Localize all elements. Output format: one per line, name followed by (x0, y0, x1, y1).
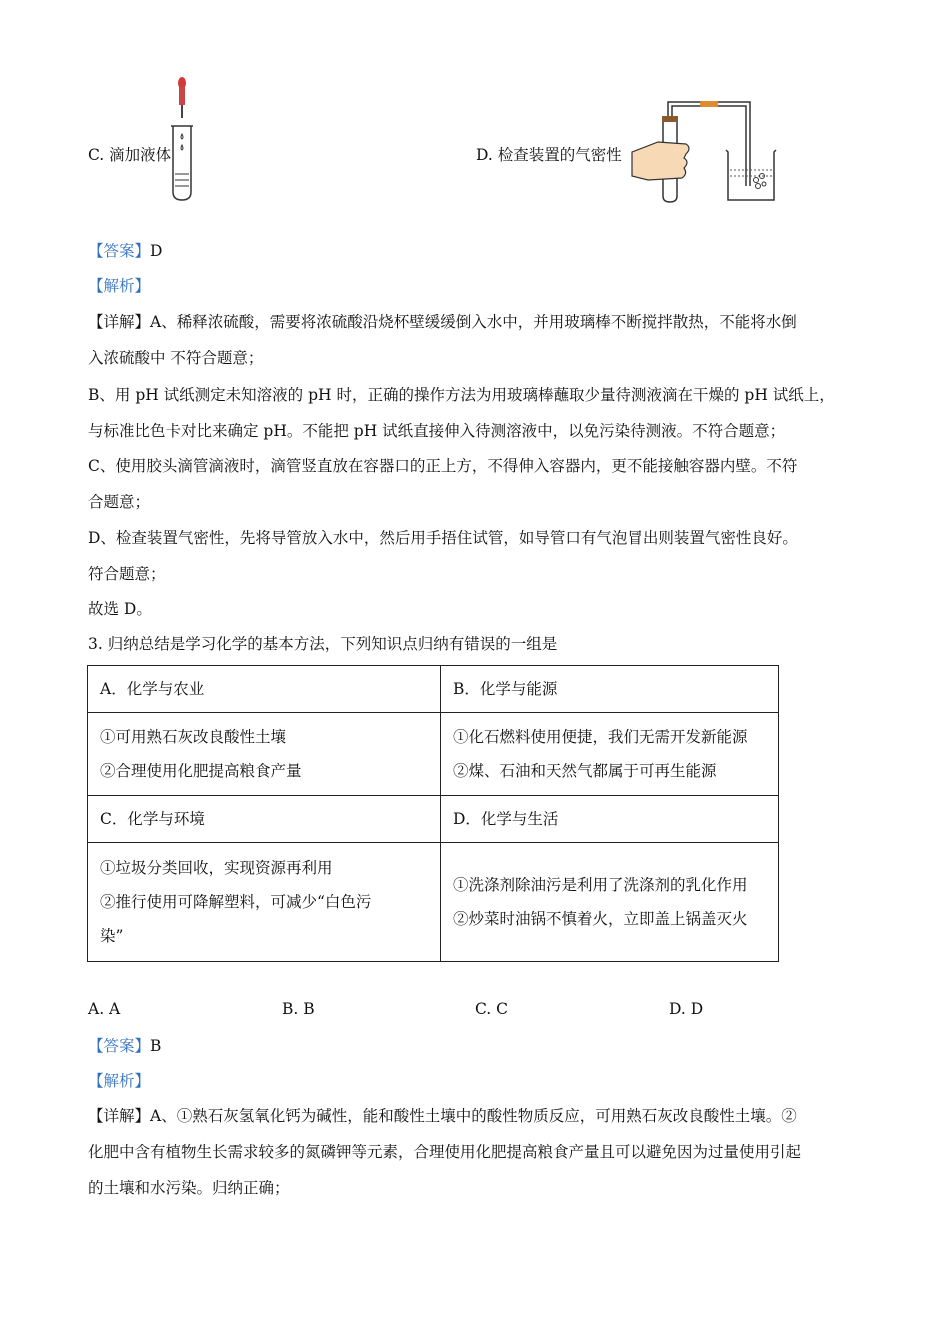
answer-tag: 【答案】 (88, 1037, 151, 1055)
table-cell-a (88, 713, 441, 796)
q2-answer: D (150, 242, 163, 260)
dropper-icon (178, 77, 186, 118)
q2-detail-text: A、稀释浓硫酸，需要将浓硫酸沿烧杯壁缓缓倒入水中，并用玻璃棒不断搅拌散热，不能将水倒 (150, 313, 797, 331)
q2-detail-line-2: 入浓硫酸中 不符合题意； (88, 349, 264, 367)
q2-detail-line-9: 故选 D。 (88, 600, 152, 618)
detail-tag: 【详解】 (88, 313, 151, 331)
analysis-tag: 【解析】 (88, 277, 151, 295)
table-d-item-2: ②炒菜时油锅不慎着火，立即盖上锅盖灭火 (453, 910, 748, 928)
q3-detail-line-2: 化肥中含有植物生长需求较多的氮磷钾等元素，合理使用化肥提高粮食产量且可以避免因为过量使用引起 (88, 1143, 802, 1161)
choice-c[interactable]: C. C (475, 1000, 509, 1018)
table-cell-d (441, 843, 779, 962)
q2-detail-line-6: 合题意； (88, 493, 151, 511)
choice-a[interactable]: A. A (88, 1000, 121, 1018)
q3-stem: 3. 归纳总结是学习化学的基本方法，下列知识点归纳有错误的一组是 (88, 635, 558, 653)
detail-tag: 【详解】 (88, 1107, 151, 1125)
choice-d[interactable]: D. D (669, 1000, 704, 1018)
q3-answer-line (88, 1036, 161, 1056)
q3-choices (88, 1000, 888, 1022)
q2-detail-line-5: C、使用胶头滴管滴液时，滴管竖直放在容器口的正上方，不得伸入容器内，更不能接触容器内壁。不符 (88, 457, 798, 475)
q2-answer-line (88, 241, 162, 261)
table-cell-c (88, 843, 441, 962)
q3-answer: B (150, 1037, 162, 1055)
q3-analysis-line (88, 1071, 150, 1091)
q2-detail-line-3: B、用 pH 试纸测定未知溶液的 pH 时，正确的操作方法为用玻璃棒蘸取少量待测液滴在干燥的 pH 试纸上， (88, 386, 835, 404)
table-head-d: D．化学与生活 (441, 796, 779, 843)
table-b-item-1: ①化石燃料使用便捷，我们无需开发新能源 (453, 728, 748, 746)
q3-detail-line-1 (88, 1106, 797, 1126)
q2-detail-line-1 (88, 312, 797, 332)
table-d-item-1: ①洗涤剂除油污是利用了洗涤剂的乳化作用 (453, 876, 748, 894)
table-head-a: A．化学与农业 (88, 666, 441, 713)
beaker-icon (726, 150, 776, 200)
choice-b[interactable]: B. B (282, 1000, 315, 1018)
q3-detail-line-3: 的土壤和水污染。归纳正确； (88, 1179, 290, 1197)
airtightness-apparatus-illustration (628, 96, 798, 204)
q2-detail-line-7: D、检查装置气密性，先将导管放入水中，然后用手捂住试管，如导管口有气泡冒出则装置气密性良好。 (88, 529, 798, 547)
q2-detail-line-8: 符合题意； (88, 565, 166, 583)
table-c-item-2: ②推行使用可降解塑料，可减少“白色污 (100, 893, 372, 911)
analysis-tag: 【解析】 (88, 1072, 151, 1090)
answer-tag: 【答案】 (88, 242, 151, 260)
table-head-c: C．化学与环境 (88, 796, 441, 843)
table-c-item-1: ①垃圾分类回收，实现资源再利用 (100, 859, 333, 877)
q3-knowledge-table (87, 665, 779, 962)
table-a-item-1: ①可用熟石灰改良酸性土壤 (100, 728, 287, 746)
table-cell-b (441, 713, 779, 796)
q3-detail-text: A、①熟石灰氢氧化钙为碱性，能和酸性土壤中的酸性物质反应，可用熟石灰改良酸性土壤。② (150, 1107, 797, 1125)
table-c-item-2-cont: 染” (100, 927, 124, 945)
q2-analysis-line (88, 276, 150, 296)
dropper-test-tube-illustration (160, 74, 204, 206)
q2-detail-line-4: 与标准比色卡对比来确定 pH。不能把 pH 试纸直接伸入待测溶液中，以免污染待测液。不符合题意； (88, 422, 786, 440)
option-d-label: D. 检查装置的气密性 (476, 146, 622, 164)
option-c-label: C. 滴加液体 (88, 146, 172, 164)
table-b-item-2: ②煤、石油和天然气都属于可再生能源 (453, 762, 717, 780)
table-head-b: B．化学与能源 (441, 666, 779, 713)
table-a-item-2: ②合理使用化肥提高粮食产量 (100, 762, 302, 780)
test-tube-icon (171, 126, 193, 200)
test-tube-in-hand-icon (632, 116, 689, 202)
